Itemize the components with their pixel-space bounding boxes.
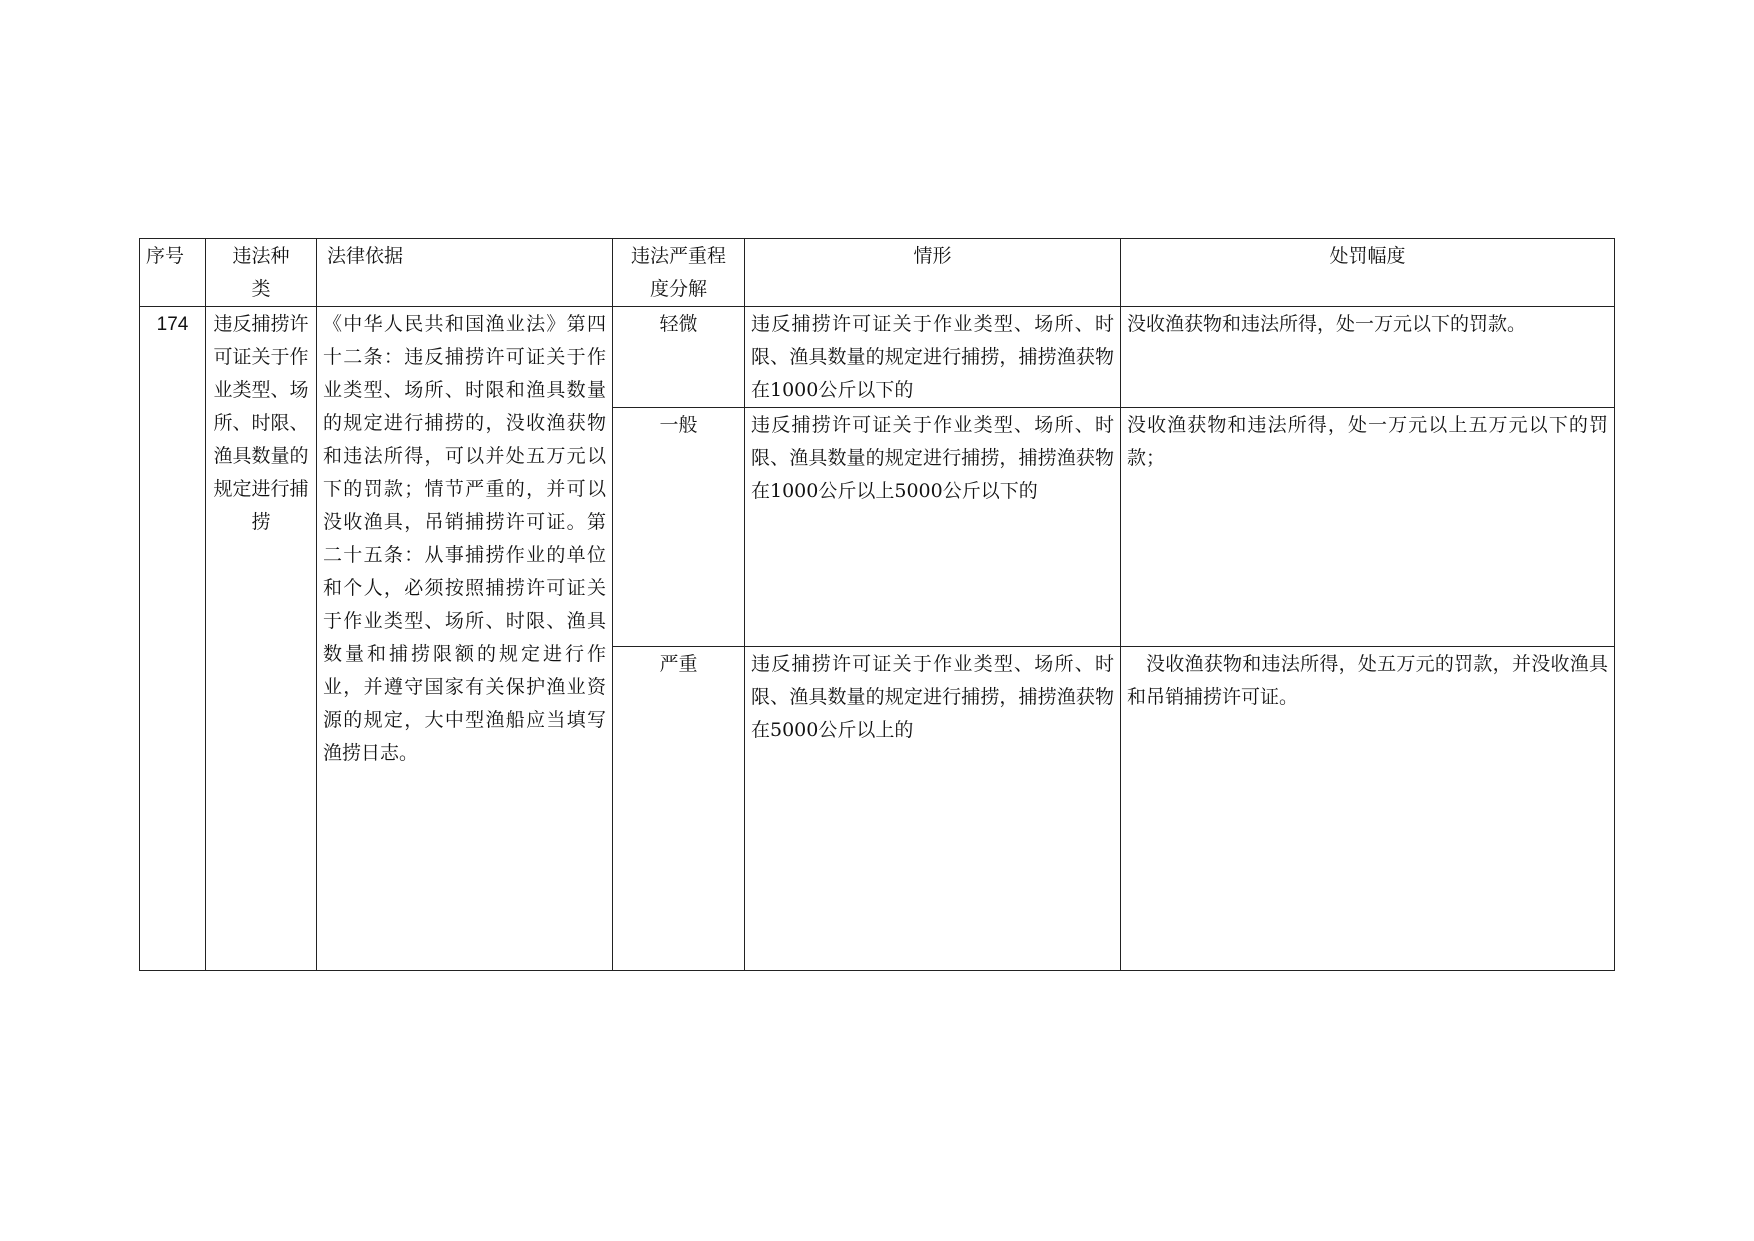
punishment-serious-cell: 没收渔获物和违法所得，处五万元的罚款，并没收渔具和吊销捕捞许可证。	[1121, 647, 1615, 971]
seq-number-cell: 174	[140, 307, 206, 971]
situation-general-cell: 违反捕捞许可证关于作业类型、场所、时限、渔具数量的规定进行捕捞，捕捞渔获物在1000公斤以上5000公斤以下的	[745, 408, 1121, 647]
header-seq: 序号	[140, 239, 206, 307]
header-row	[140, 239, 1615, 307]
header-severity: 违法严重程度分解	[613, 239, 745, 307]
table-row	[140, 307, 1615, 408]
severity-serious-cell: 严重	[613, 647, 745, 971]
situation-serious-cell: 违反捕捞许可证关于作业类型、场所、时限、渔具数量的规定进行捕捞，捕捞渔获物在5000公斤以上的	[745, 647, 1121, 971]
header-situation: 情形	[745, 239, 1121, 307]
header-law: 法律依据	[317, 239, 613, 307]
penalty-table	[139, 238, 1615, 971]
header-type: 违法种类	[206, 239, 317, 307]
severity-general-cell: 一般	[613, 408, 745, 647]
situation-minor-cell: 违反捕捞许可证关于作业类型、场所、时限、渔具数量的规定进行捕捞，捕捞渔获物在1000公斤以下的	[745, 307, 1121, 408]
legal-basis-cell: 《中华人民共和国渔业法》第四十二条：违反捕捞许可证关于作业类型、场所、时限和渔具数量的规定进行捕捞的，没收渔获物和违法所得，可以并处五万元以下的罚款；情节严重的，并可以没收渔具，吊销捕捞许可证。第二十五条：从事捕捞作业的单位和个人，必须按照捕捞许可证关于作业类型、场所、时限、渔具数量和捕捞限额的规定进行作业，并遵守国家有关保护渔业资源的规定，大中型渔船应当填写渔捞日志。	[317, 307, 613, 971]
header-punishment: 处罚幅度	[1121, 239, 1615, 307]
violation-type-cell: 违反捕捞许可证关于作业类型、场所、时限、渔具数量的规定进行捕捞	[206, 307, 317, 971]
punishment-minor-cell: 没收渔获物和违法所得，处一万元以下的罚款。	[1121, 307, 1615, 408]
severity-minor-cell: 轻微	[613, 307, 745, 408]
punishment-general-cell: 没收渔获物和违法所得，处一万元以上五万元以下的罚款；	[1121, 408, 1615, 647]
